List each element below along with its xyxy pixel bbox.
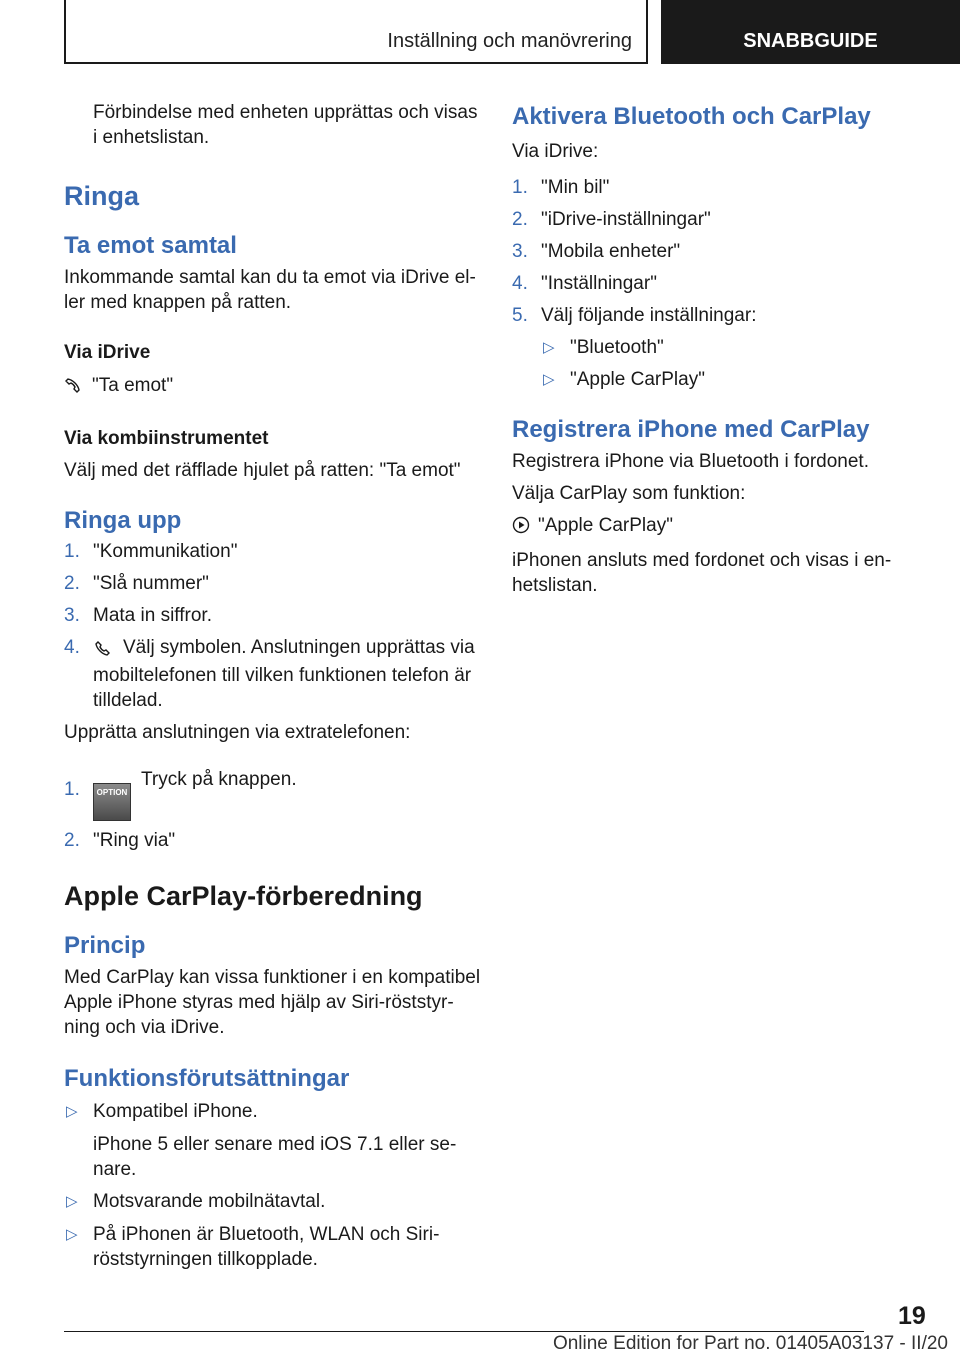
carplay-item: "Apple CarPlay" [512, 513, 930, 541]
registrera-heading: Registrera iPhone med CarPlay [512, 416, 870, 443]
valja-text: Välja CarPlay som funktion: [512, 483, 746, 504]
option-button-icon: OPTION [93, 783, 131, 821]
carplay-heading: Apple CarPlay-förberedning [64, 881, 423, 911]
phone-icon [64, 376, 80, 401]
left-column [64, 100, 482, 1272]
list-item: ▷ "Apple CarPlay" [543, 369, 705, 390]
funk-note: iPhone 5 eller senare med iOS 7.1 eller senare. [93, 1134, 457, 1180]
via-idrive-item [64, 373, 482, 401]
list-item: 2. "Slå nummer" [64, 573, 209, 594]
header-title: Inställning och manövrering [387, 30, 632, 52]
header-frame [64, 0, 648, 64]
via-idrive-item-label: "Ta emot" [92, 375, 174, 396]
registrera-text: Registrera iPhone via Bluetooth i fordonet. [512, 451, 869, 472]
list-item: 1. OPTIONTryck på knappen. [64, 767, 482, 821]
footer-divider [64, 1331, 864, 1332]
via-kombi-text: Välj med det räfflade hjulet på ratten: "Ta emot" [64, 460, 461, 481]
list-item: ▷ Kompatibel iPhone. [66, 1101, 258, 1122]
ringa-heading: Ringa [64, 181, 140, 211]
list-item: 2. "iDrive-inställningar" [512, 209, 711, 230]
via-kombi-heading: Via kombiinstrumentet [64, 428, 269, 449]
list-item: 4. "Inställningar" [512, 273, 657, 294]
page-number: 19 [898, 1302, 926, 1330]
list-item: ▷ På iPhonen är Bluetooth, WLAN och Siri-röststyrningen tillkopplade. [66, 1224, 440, 1270]
list-item: 2. "Ring via" [64, 830, 176, 851]
header-tab: SNABBGUIDE [661, 0, 960, 64]
ta-emot-heading: Ta emot samtal [64, 232, 237, 259]
list-item: 3. "Mobila enheter" [512, 241, 681, 262]
via-idrive-heading: Via iDrive [64, 342, 151, 363]
list-item: ▷ Motsvarande mobilnätavtal. [66, 1191, 326, 1212]
aktivera-heading: Aktivera Bluetooth och CarPlay [512, 103, 871, 130]
list-item: 1. "Kommunikation" [64, 541, 238, 562]
phone-call-icon [95, 638, 111, 663]
list-item: 5. Välj följande inställningar: [512, 305, 757, 326]
funk-heading: Funktionsförutsättningar [64, 1065, 350, 1092]
ansluts-text: iPhonen ansluts med fordonet och visas i enhetslistan. [512, 550, 892, 596]
ta-emot-text: Inkommande samtal kan du ta emot via iDrive eller med knappen på ratten. [64, 267, 476, 313]
princip-heading: Princip [64, 932, 146, 959]
list-item: 4. Välj symbolen. Anslutningen upprättas via mobiltelefonen till vilken funktionen telefon är tilldelad. [64, 637, 475, 711]
via-idrive-text: Via iDrive: [512, 141, 599, 162]
list-item: ▷ "Bluetooth" [543, 337, 664, 358]
list-item: 3. Mata in siffror. [64, 605, 212, 626]
extra-text: Upprätta anslutningen via extratelefonen: [64, 722, 411, 743]
intro-text: Förbindelse med enheten upprättas och visas i enhetslistan. [93, 102, 478, 148]
princip-text: Med CarPlay kan vissa funktioner i en kompatibel Apple iPhone styras med hjälp av Siri-röststyrning och via iDrive. [64, 967, 481, 1038]
right-column [512, 100, 930, 598]
list-item: 1. "Min bil" [512, 177, 610, 198]
play-circle-icon [512, 516, 530, 541]
footer-edition: Online Edition for Part no. 01405A03137 - II/20 [552, 1333, 948, 1354]
ringa-upp-heading: Ringa upp [64, 507, 182, 534]
